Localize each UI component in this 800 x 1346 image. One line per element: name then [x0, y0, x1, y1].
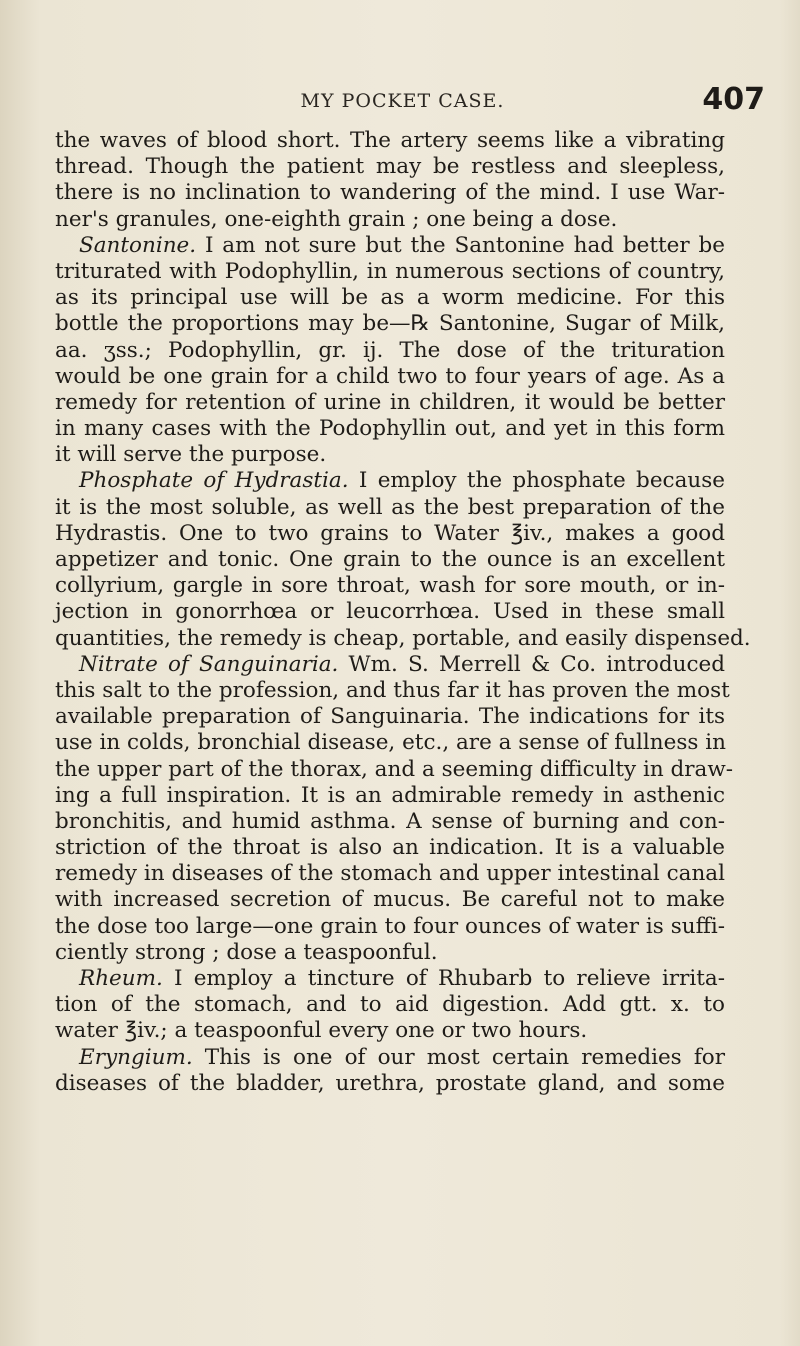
- text-line: [55, 1018, 725, 1044]
- text-segment: the waves of blood short. The artery seems like a vibrating: [55, 128, 725, 153]
- text-segment: diseases of the bladder, urethra, prostate gland, and some: [55, 1070, 725, 1096]
- text-segment: quantities, the remedy is cheap, portable, and easily dispensed.: [55, 625, 751, 651]
- text-segment: this salt to the profession, and thus far it has proven the most: [55, 677, 730, 703]
- text-line: [55, 233, 725, 259]
- text-line: [55, 599, 725, 625]
- text-line: [55, 704, 725, 730]
- text-line: [55, 180, 725, 206]
- text-line: [55, 495, 725, 521]
- text-segment: ner's granules, one-eighth grain ; one being a dose.: [55, 206, 618, 232]
- text-line: [55, 442, 725, 468]
- text-segment: ing a full inspiration. It is an admirable remedy in asthenic: [55, 782, 725, 808]
- text-segment: the dose too large—one grain to four ounces of water is suffi-: [55, 913, 725, 939]
- text-line: [55, 364, 725, 390]
- text-segment: ciently strong ; dose a teaspoonful.: [55, 939, 438, 965]
- section-heading: Phosphate of Hydrastia.: [79, 468, 349, 494]
- text-line: [55, 547, 725, 573]
- text-line: [55, 338, 725, 364]
- section-heading: Santonine.: [79, 232, 197, 258]
- text-line: [55, 861, 725, 887]
- text-line: [55, 207, 725, 233]
- text-line: [55, 887, 725, 913]
- text-line: [55, 625, 751, 652]
- text-line: [55, 311, 725, 337]
- text-segment: jection in gonorrhœa or leucorrhœa. Used in these small: [55, 599, 725, 625]
- text-segment: as its principal use will be as a worm medicine. For this: [55, 285, 725, 311]
- text-line: [55, 521, 725, 547]
- text-segment: use in colds, bronchial disease, etc., are a sense of fullness in: [55, 730, 726, 756]
- page-number: 407: [702, 82, 765, 117]
- text-segment: triturated with Podophyllin, in numerous sections of country,: [55, 258, 725, 284]
- section-heading: Eryngium.: [79, 1044, 193, 1070]
- text-segment: bronchitis, and humid asthma. A sense of burning and con-: [55, 808, 725, 834]
- text-segment: appetizer and tonic. One grain to the ounce is an excellent: [55, 547, 725, 572]
- text-segment: water ℥iv.; a teaspoonful every one or two hours.: [55, 1018, 588, 1044]
- text-line: [55, 652, 725, 678]
- text-line: [55, 468, 725, 494]
- running-head: MY POCKET CASE.: [300, 90, 505, 112]
- text-segment: remedy in diseases of the stomach and upper intestinal canal: [55, 861, 725, 887]
- text-line: [55, 416, 725, 442]
- text-segment: This is one of our most certain remedies for: [192, 1044, 725, 1070]
- text-line: [55, 756, 734, 783]
- text-line: [55, 992, 725, 1018]
- text-segment: with increased secretion of mucus. Be careful not to make: [55, 887, 725, 913]
- text-line: [55, 914, 725, 940]
- text-line: [55, 573, 725, 599]
- text-line: [55, 1045, 725, 1071]
- text-segment: Hydrastis. One to two grains to Water ℥iv., makes a good: [55, 520, 725, 546]
- text-line: [55, 730, 725, 756]
- text-segment: collyrium, gargle in sore throat, wash for sore mouth, or in-: [55, 573, 725, 599]
- text-line: [55, 940, 725, 966]
- section-heading: Rheum.: [79, 966, 163, 991]
- text-segment: it will serve the purpose.: [55, 442, 327, 468]
- text-segment: it is the most soluble, as well as the best preparation of the: [55, 494, 725, 520]
- page-header: [40, 82, 765, 122]
- text-segment: aa. ʒss.; Podophyllin, gr. ij. The dose of the trituration: [55, 337, 725, 363]
- text-segment: Wm. S. Merrell & Co. introduced: [338, 651, 725, 677]
- text-line: [55, 128, 725, 154]
- text-segment: there is no inclination to wandering of the mind. I use War-: [55, 180, 725, 206]
- text-segment: I am not sure but the Santonine had better be: [196, 232, 725, 258]
- text-segment: in many cases with the Podophyllin out, and yet in this form: [55, 416, 725, 442]
- text-line: [55, 966, 725, 992]
- text-line: [55, 154, 725, 180]
- text-segment: bottle the proportions may be—℞ Santonine, Sugar of Milk,: [55, 311, 725, 337]
- text-segment: remedy for retention of urine in children, it would be better: [55, 389, 725, 415]
- text-segment: would be one grain for a child two to four years of age. As a: [55, 363, 725, 389]
- section-heading: Nitrate of Sanguinaria.: [79, 651, 339, 677]
- text-line: [55, 809, 725, 835]
- text-segment: the upper part of the thorax, and a seeming difficulty in draw-: [55, 756, 734, 782]
- text-line: [55, 390, 725, 416]
- body-text: [55, 128, 751, 1097]
- text-line: [55, 677, 730, 704]
- text-segment: thread. Though the patient may be restless and sleepless,: [55, 154, 725, 180]
- text-segment: striction of the throat is also an indication. It is a valuable: [55, 835, 725, 861]
- text-line: [55, 783, 725, 809]
- text-line: [55, 1071, 725, 1097]
- text-segment: available preparation of Sanguinaria. The indications for its: [55, 704, 725, 730]
- text-line: [55, 259, 725, 285]
- text-segment: I employ a tincture of Rhubarb to relieve irrita-: [162, 966, 725, 991]
- text-line: [55, 285, 725, 311]
- text-segment: I employ the phosphate because: [348, 468, 726, 494]
- text-segment: tion of the stomach, and to aid digestion. Add gtt. x. to: [55, 992, 725, 1018]
- text-line: [55, 835, 725, 861]
